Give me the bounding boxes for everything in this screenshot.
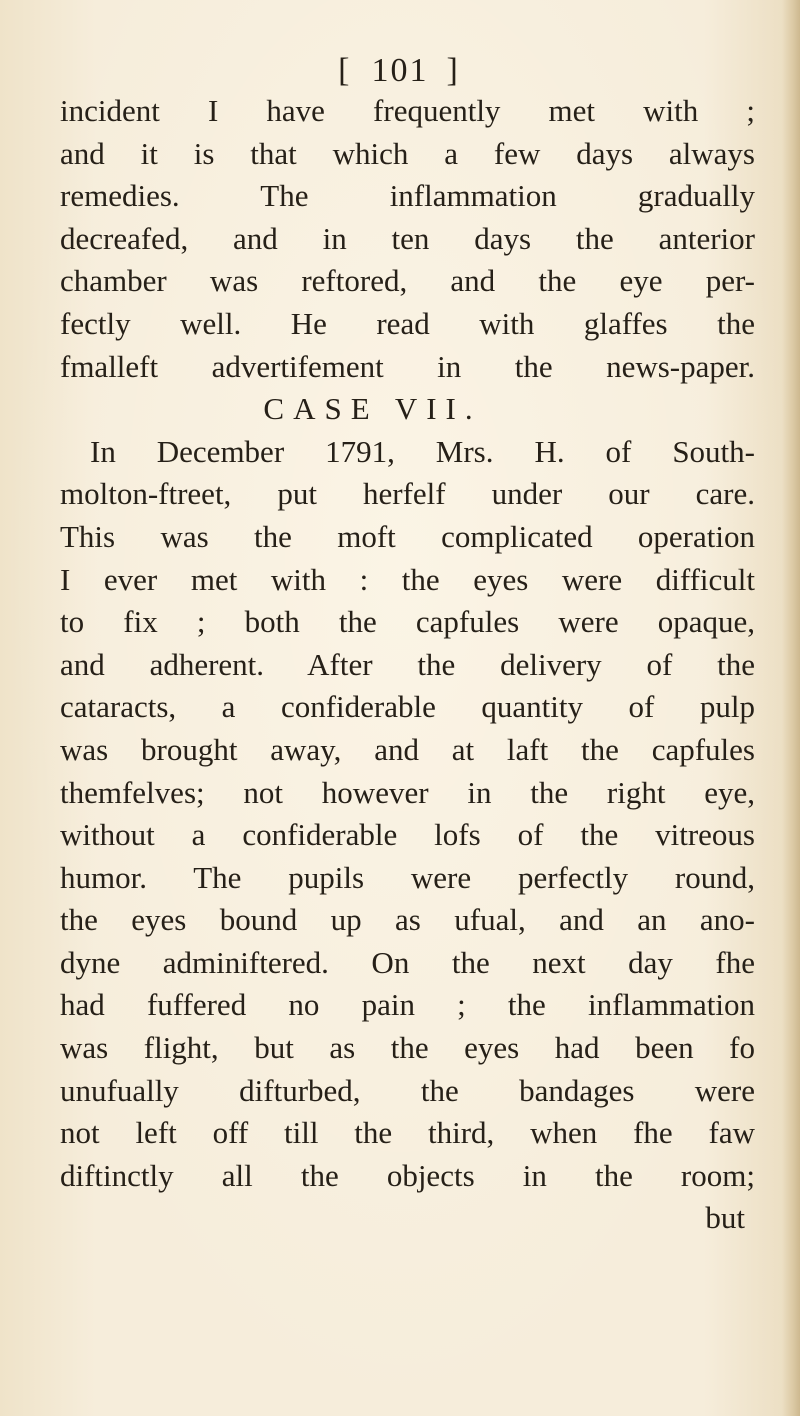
text-line: to fix ; both the capfules were opaque, <box>60 604 755 640</box>
text-line: In December 1791, Mrs. H. of South- <box>90 433 755 469</box>
text-line: was brought away, and at laft the capfules <box>60 731 755 767</box>
page-number: 101 <box>371 52 429 89</box>
text-line: incident I have frequently met with ; <box>60 93 755 128</box>
text-line: and adherent. After the delivery of the <box>60 646 755 682</box>
text-line: had fuffered no pain ; the inflammation <box>60 987 755 1023</box>
text-line: fmalleft advertifement in the news-paper. <box>60 348 755 384</box>
text-line: was flight, but as the eyes had been fo <box>60 1030 755 1066</box>
text-line: decreafed, and in ten days the anterior <box>60 220 755 256</box>
body-text <box>60 90 755 1240</box>
text-line: unufually difturbed, the bandages were <box>60 1072 755 1108</box>
text-line: chamber was reftored, and the eye per- <box>60 263 755 299</box>
text-line: not left off till the third, when fhe faw <box>60 1115 755 1151</box>
text-line: fectly well. He read with glaffes the <box>60 305 755 341</box>
text-line: themfelves; not however in the right eye, <box>60 774 755 810</box>
text-line: dyne adminiftered. On the next day fhe <box>60 944 755 980</box>
text-line: This was the moft complicated operation <box>60 518 755 554</box>
text-line: molton-ftreet, put herfelf under our care. <box>60 476 755 512</box>
section-heading: CASE VII. <box>263 391 482 427</box>
text-line: and it is that which a few days always <box>60 135 755 171</box>
text-line: cataracts, a confiderable quantity of pulp <box>60 689 755 725</box>
text-line: diftinctly all the objects in the room; <box>60 1157 755 1193</box>
bracket-close: ] <box>446 52 462 89</box>
text-line: I ever met with : the eyes were difficult <box>60 561 755 597</box>
page-header <box>0 52 800 90</box>
bracket-open: [ <box>338 52 354 89</box>
page-edge-shadow <box>782 0 800 1416</box>
text-line: remedies. The inflammation gradually <box>60 178 755 214</box>
catchword: but <box>705 1200 745 1236</box>
text-line: without a confiderable lofs of the vitreous <box>60 817 755 853</box>
text-line: the eyes bound up as ufual, and an ano- <box>60 902 755 938</box>
text-line: humor. The pupils were perfectly round, <box>60 859 755 895</box>
